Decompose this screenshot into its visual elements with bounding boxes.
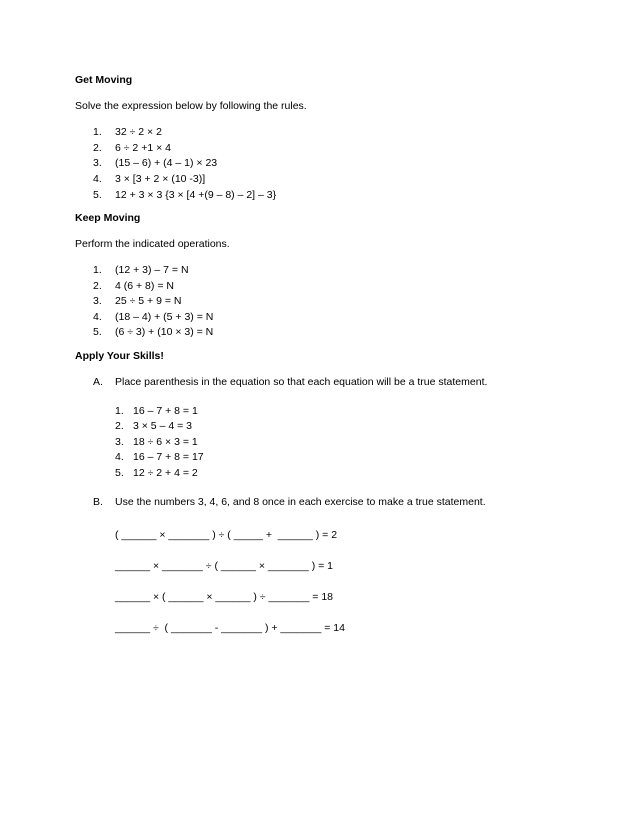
list-item: 16 – 7 + 8 = 17 (133, 451, 204, 463)
list-item-number: 3. (93, 295, 102, 307)
section-heading-apply-your-skills: Apply Your Skills! (75, 350, 164, 362)
instruction-keep-moving: Perform the indicated operations. (75, 238, 230, 250)
fill-in-blank-equation: ( ______ × _______ ) ÷ ( _____ + ______ ) = 2 (115, 529, 338, 541)
list-item-number: 2. (115, 420, 124, 432)
list-item: (12 + 3) – 7 = N (115, 264, 189, 276)
list-item-number: 2. (93, 142, 102, 154)
list-item-number: 5. (93, 189, 102, 201)
list-item: 4 (6 + 8) = N (115, 280, 174, 292)
section-heading-keep-moving: Keep Moving (75, 212, 141, 224)
list-item-number: 3. (115, 436, 124, 448)
list-item: (18 – 4) + (5 + 3) = N (115, 311, 214, 323)
section-heading-get-moving: Get Moving (75, 74, 133, 86)
list-item: 6 ÷ 2 +1 × 4 (115, 142, 171, 154)
fill-in-blank-equation: ______ × ( ______ × ______ ) ÷ _______ = 18 (115, 591, 333, 603)
list-item: (6 ÷ 3) + (10 × 3) = N (115, 326, 214, 338)
instruction-get-moving: Solve the expression below by following the rules. (75, 100, 307, 112)
list-item-number: 4. (115, 451, 124, 463)
list-item: 18 ÷ 6 × 3 = 1 (133, 436, 198, 448)
part-letter-b: B. (93, 496, 103, 508)
list-item: 25 ÷ 5 + 9 = N (115, 295, 182, 307)
list-item: 16 – 7 + 8 = 1 (133, 405, 198, 417)
list-item-number: 1. (93, 264, 102, 276)
instruction-part-b: Use the numbers 3, 4, 6, and 8 once in each exercise to make a true statement. (115, 496, 486, 508)
list-item-number: 5. (93, 326, 102, 338)
list-item-number: 2. (93, 280, 102, 292)
part-letter-a: A. (93, 376, 103, 388)
list-item-number: 4. (93, 173, 102, 185)
list-item-number: 1. (93, 126, 102, 138)
fill-in-blank-equation: ______ ÷ ( _______ - _______ ) + _______ = 14 (115, 622, 345, 634)
list-item: 3 × 5 – 4 = 3 (133, 420, 192, 432)
list-item: 12 ÷ 2 + 4 = 2 (133, 467, 198, 479)
list-item: 12 + 3 × 3 {3 × [4 +(9 – 8) – 2] – 3} (115, 189, 277, 201)
list-item: (15 – 6) + (4 – 1) × 23 (115, 157, 218, 169)
list-item: 3 × [3 + 2 × (10 -3)] (115, 173, 206, 185)
list-item: 32 ÷ 2 × 2 (115, 126, 162, 138)
instruction-part-a: Place parenthesis in the equation so that each equation will be a true statement. (115, 376, 488, 388)
fill-in-blank-equation: ______ × _______ ÷ ( ______ × _______ ) = 1 (115, 560, 333, 572)
list-item-number: 3. (93, 157, 102, 169)
list-item-number: 1. (115, 405, 124, 417)
list-item-number: 4. (93, 311, 102, 323)
list-item-number: 5. (115, 467, 124, 479)
